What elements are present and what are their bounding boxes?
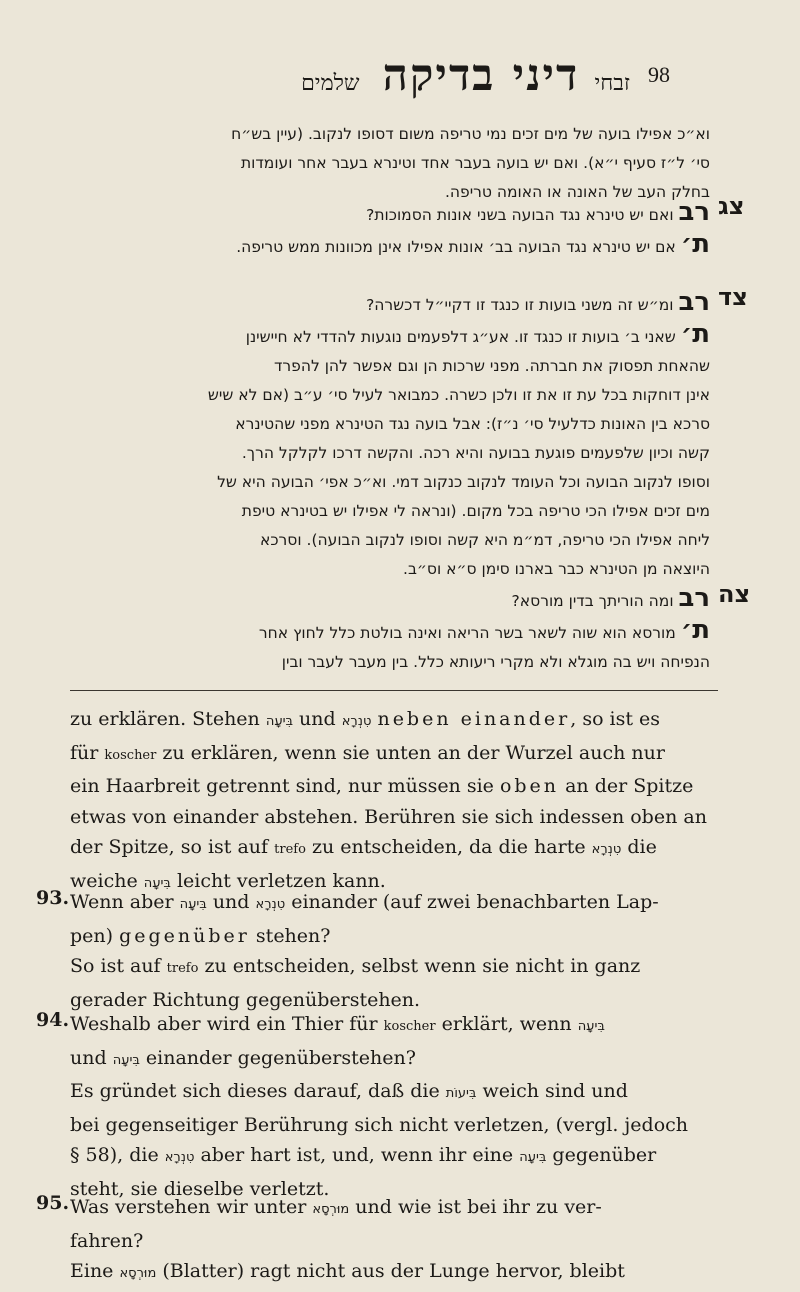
latin-term: trefo xyxy=(274,842,306,857)
german-line: für koscher zu erklären, wenn sie unten an der Wurzel auch nur xyxy=(70,741,665,764)
hebrew-q95 xyxy=(70,584,710,677)
hebrew-term: בִּיעָה xyxy=(577,1019,605,1034)
section-divider xyxy=(70,690,718,691)
german-line: und בִּיעָה einander gegenüberstehen? xyxy=(70,1046,416,1069)
hebrew-intro xyxy=(70,120,710,207)
hebrew-question xyxy=(70,288,710,320)
hebrew-term: טִנְרָא xyxy=(591,842,622,857)
hebrew-line: סי׳ ל״ז סעיף י״א). ואם יש בועה בעבר אחד וטינרא בעבר אחר ועומדות xyxy=(240,154,710,172)
german-line: So ist auf trefo zu entscheiden, selbst wenn sie nicht in ganz xyxy=(70,955,641,977)
answer-text: שאני ב׳ בועות זו כנגד זו. אע״ג דלפעמים נוגעות להדדי לא חיישינן xyxy=(245,328,676,346)
german-line: § 58), die טִנְרָא aber hart ist, und, wenn ihr eine בִּיעָה gegenüber xyxy=(70,1144,657,1166)
hebrew-line: היוצאה מן הטינרא כבר בארנו סימן ס״א וס״ב. xyxy=(403,560,710,578)
hebrew-term: מוּרְסָא xyxy=(119,1266,157,1281)
hebrew-term: בִּיעָה xyxy=(112,1052,140,1068)
emphasized-text: oben xyxy=(499,775,560,797)
hebrew-term: בִּיעָה xyxy=(519,1150,547,1165)
question-text: ומ״ש זה משני בועות זו כנגד זו דקיי״ל דכשרה? xyxy=(366,296,674,314)
hebrew-q94 xyxy=(70,288,710,584)
question-number-93-hebrew: צג xyxy=(718,192,745,220)
talmid-marker: ת׳ xyxy=(680,320,710,349)
latin-term: koscher xyxy=(383,1019,436,1034)
german-line: fahren? xyxy=(70,1229,144,1252)
hebrew-term: טִנְרָא xyxy=(255,897,286,912)
hebrew-question xyxy=(70,198,710,230)
german-line: bei gegenseitiger Berührung sich nicht verletzen, (vergl. jedoch xyxy=(70,1113,689,1136)
german-line: Weshalb aber wird ein Thier für koscher erklärt, wenn בִּיעָה xyxy=(70,1013,605,1035)
hebrew-answer xyxy=(70,230,710,262)
german-q95 xyxy=(70,1192,720,1290)
german-q93 xyxy=(70,887,720,1015)
hebrew-q93 xyxy=(70,198,710,262)
hebrew-answer xyxy=(70,320,710,352)
question-text: ומה הוריתך בדין מורסא? xyxy=(511,592,674,610)
hebrew-line: וסופו לנקוב הבועה וכל העומד לנקוב כנקוב דמי. וא״כ אפי׳ הבועה היא של xyxy=(217,473,710,491)
hebrew-line: מים זכים אפילו הכי טריפה בכל מקום. (ונראה לי אפילו יש בטינרא טיפת xyxy=(241,502,710,520)
german-q94 xyxy=(70,1009,720,1204)
hebrew-line: בחלק העב של האונה או האומה טריפה. xyxy=(444,183,710,201)
question-number-94: 94. xyxy=(36,1009,70,1031)
hebrew-term: מוּרְסָא xyxy=(312,1202,350,1217)
page-number: 98 xyxy=(648,62,670,87)
header-title: דיני בדיקה xyxy=(382,50,580,101)
hebrew-line: קשה וכיון שלפעמים פוגעת בבועה והיא רכה. והקשה דרכו לקלקל הרך. xyxy=(241,444,710,462)
answer-text: אם יש טינרא נגד הבועה בב׳ אונות אפילו אינן מכוונות ממש טריפה. xyxy=(236,238,676,256)
german-line: zu erklären. Stehen בִּיעָה und טִנְרָא neben einander, so ist es xyxy=(70,708,661,730)
question-number-94-hebrew: צד xyxy=(718,283,748,311)
hebrew-line: הנפיחה ויש בה מוגלא ולא מקרי ריעותא כלל. בין מעבר לעבר ובין xyxy=(281,653,710,671)
running-title-group xyxy=(283,50,630,101)
rav-marker: רב xyxy=(678,584,710,613)
german-intro xyxy=(70,704,720,899)
german-line: Es gründet sich dieses darauf, daß die בִּיעוֹת weich sind und xyxy=(70,1080,628,1102)
german-line: weiche בִּיעָה leicht verletzen kann. xyxy=(70,869,386,892)
talmid-marker: ת׳ xyxy=(680,616,710,645)
hebrew-term: בִּיעָה xyxy=(179,897,207,912)
question-number-93: 93. xyxy=(36,887,70,909)
german-line: pen) gegenüber stehen? xyxy=(70,924,331,947)
emphasized-text: gegenüber xyxy=(119,924,250,947)
hebrew-term: טִנְרָא xyxy=(341,714,372,729)
hebrew-question xyxy=(70,584,710,616)
header-left-word: שלמים xyxy=(301,71,360,96)
german-line: der Spitze, so ist auf trefo zu entscheiden, da die harte טִנְרָא die xyxy=(70,836,657,858)
german-line: gerader Richtung gegenüberstehen. xyxy=(70,988,421,1011)
german-line: Eine מוּרְסָא (Blatter) ragt nicht aus der Lunge hervor, bleibt xyxy=(70,1260,625,1282)
talmid-marker: ת׳ xyxy=(680,230,710,259)
hebrew-term: בִּיעָה xyxy=(143,875,171,891)
hebrew-line: ליחה אפילו הכי טריפה, דמ״מ היא קשה וסופו לנקוב הבועה). וסרכא xyxy=(260,531,710,549)
hebrew-answer xyxy=(70,616,710,648)
running-header xyxy=(0,40,800,120)
hebrew-line: אינן דוחקות בכל עת זו את זו ולכן כשרה. כמבואר לעיל סי׳ ע״ב (אם לא שיש xyxy=(207,386,710,404)
question-number-95-hebrew: צה xyxy=(718,580,751,608)
german-line: Wenn aber בִּיעָה und טִנְרָא einander (auf zwei benachbarten Lap- xyxy=(70,891,659,913)
german-line: steht, sie dieselbe verletzt. xyxy=(70,1177,330,1200)
latin-term: trefo xyxy=(166,961,199,976)
hebrew-term: בִּיעָה xyxy=(265,714,294,729)
emphasized-text: neben einander xyxy=(377,708,571,730)
hebrew-line: סרכא בין האונות כדלעיל סי׳ נ״ז): אבל בועה נגד הטינרא מפני שהטינרא xyxy=(235,415,710,433)
answer-text: מורסא הוא שוה לשאר בשר הריאה ואינה בולטת כלל לחוץ אחר xyxy=(258,624,676,642)
german-line: ein Haarbreit getrennt sind, nur müssen sie oben an der Spitze xyxy=(70,775,694,797)
rav-marker: רב xyxy=(678,288,710,317)
german-line: etwas von einander abstehen. Berühren sie sich indessen oben an xyxy=(70,805,707,828)
german-line: Was verstehen wir unter מוּרְסָא und wie ist bei ihr zu ver- xyxy=(70,1196,602,1218)
header-right-word: זבחי xyxy=(594,71,630,96)
hebrew-line: שהאחת תפסוק את חברתה. מפני שרכות הן וגם אפשר להן להפרד xyxy=(273,357,710,375)
hebrew-term: טִנְרָא xyxy=(164,1150,195,1165)
rav-marker: רב xyxy=(678,198,710,227)
question-text: ואם יש טינרא נגד הבועה בשני אונות הסמוכות? xyxy=(366,206,674,224)
hebrew-line: וא״כ אפילו בועה של מים זכים נמי טריפה משום דסופו לנקוב. (עיין בש״ח xyxy=(231,125,710,143)
question-number-95: 95. xyxy=(36,1192,70,1214)
latin-term: koscher xyxy=(104,747,157,763)
hebrew-term: בִּיעוֹת xyxy=(445,1086,477,1101)
